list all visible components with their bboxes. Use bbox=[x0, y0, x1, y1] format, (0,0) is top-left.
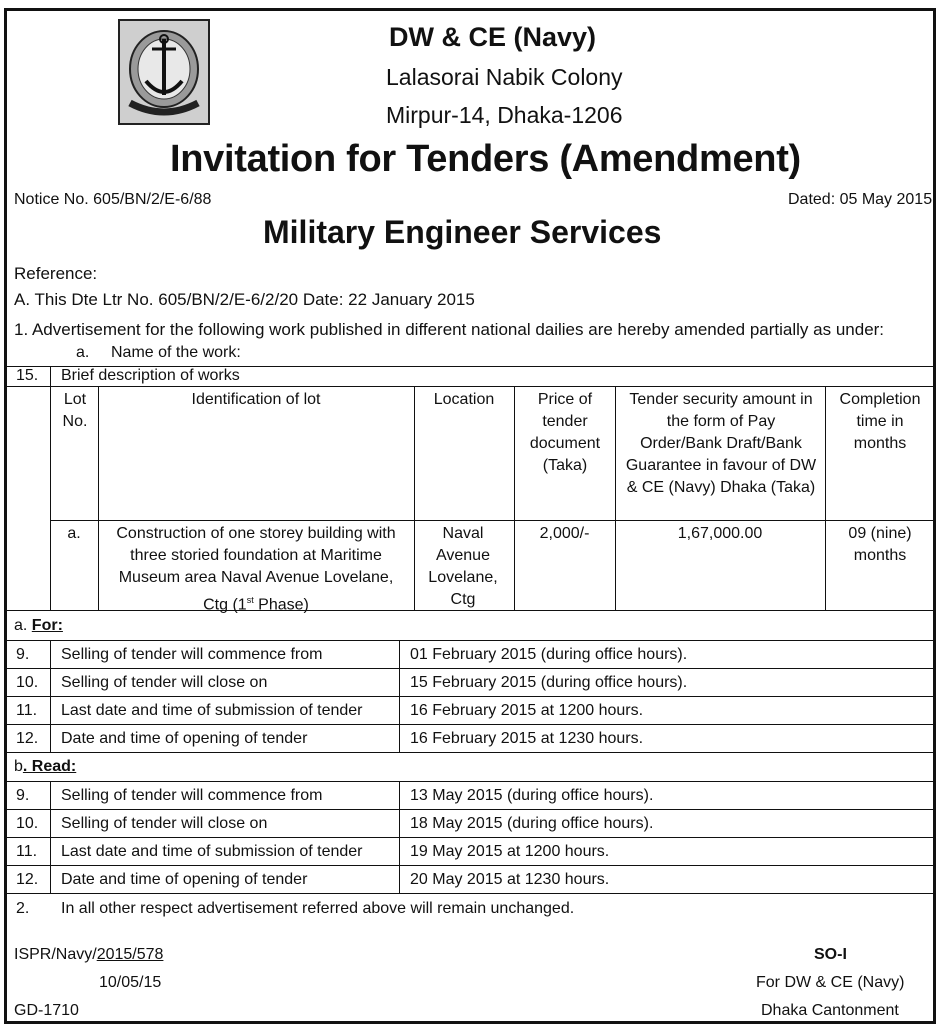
ispr-year: 2015/578 bbox=[96, 946, 164, 963]
table-col-rule bbox=[414, 386, 415, 610]
cell-completion: 09 (nine) months bbox=[848, 525, 912, 564]
signatory-for: For DW & CE (Navy) bbox=[756, 974, 905, 991]
for-label: For: bbox=[31, 617, 63, 634]
ispr-prefix: ISPR/Navy/ bbox=[14, 946, 97, 963]
for-prefix: a. bbox=[14, 617, 32, 634]
header-location: Location bbox=[433, 391, 495, 408]
header-lot-no: Lot No. bbox=[62, 391, 88, 430]
for-row-desc: Selling of tender will commence from bbox=[61, 646, 323, 663]
table-rule bbox=[50, 520, 933, 521]
paragraph-1: 1. Advertisement for the following work published in different national dailies are hereby amended partially as under: bbox=[14, 320, 885, 339]
read-row-num: 11. bbox=[16, 843, 38, 860]
navy-emblem-logo bbox=[118, 19, 210, 125]
reference-a: A. This Dte Ltr No. 605/BN/2/E-6/2/20 Date: 22 January 2015 bbox=[14, 290, 475, 309]
read-row-desc: Selling of tender will commence from bbox=[61, 787, 323, 804]
cell-identification bbox=[108, 523, 404, 616]
cell-security: 1,67,000.00 bbox=[677, 525, 763, 542]
for-row-num: 10. bbox=[16, 674, 39, 691]
works-row-title: Brief description of works bbox=[61, 367, 240, 384]
table-col-rule bbox=[50, 781, 51, 893]
page-title: Invitation for Tenders (Amendment) bbox=[170, 138, 801, 180]
header-identification: Identification of lot bbox=[191, 391, 321, 408]
table-col-rule bbox=[98, 386, 99, 610]
read-row-value: 19 May 2015 at 1200 hours. bbox=[410, 843, 610, 860]
table-col-rule bbox=[514, 386, 515, 610]
works-row-num: 15. bbox=[16, 367, 39, 384]
table-col-rule bbox=[615, 386, 616, 610]
read-row-value: 13 May 2015 (during office hours). bbox=[410, 787, 654, 804]
for-row-desc: Last date and time of submission of tender bbox=[61, 702, 363, 719]
for-row-value: 16 February 2015 at 1200 hours. bbox=[410, 702, 644, 719]
for-heading bbox=[14, 617, 63, 635]
header-security: Tender security amount in the form of Pay Order/Bank Draft/Bank Guarantee in favour of DW & CE (Navy) Dhaka (Taka) bbox=[625, 391, 817, 496]
name-of-work-num: a. bbox=[76, 344, 90, 361]
for-row-num: 9. bbox=[16, 646, 30, 663]
read-row-num: 12. bbox=[16, 871, 39, 888]
read-heading bbox=[14, 758, 76, 776]
name-of-work-label: Name of the work: bbox=[111, 344, 241, 361]
for-row-value: 01 February 2015 (during office hours). bbox=[410, 646, 688, 663]
cell-location: Naval Avenue Lovelane, Ctg bbox=[428, 525, 498, 608]
read-row-value: 20 May 2015 at 1230 hours. bbox=[410, 871, 610, 888]
read-row-desc: Last date and time of submission of tender bbox=[61, 843, 363, 860]
address-line-2: Mirpur-14, Dhaka-1206 bbox=[386, 102, 623, 128]
for-row-desc: Selling of tender will close on bbox=[61, 674, 268, 691]
identification-sup: st bbox=[246, 595, 254, 605]
signatory-place: Dhaka Cantonment bbox=[761, 1002, 899, 1019]
table-rule bbox=[7, 386, 933, 387]
reference-label: Reference: bbox=[14, 264, 98, 283]
for-row-num: 12. bbox=[16, 730, 39, 747]
for-row-value: 15 February 2015 (during office hours). bbox=[410, 674, 688, 691]
table-col-rule bbox=[399, 781, 400, 893]
read-row-desc: Date and time of opening of tender bbox=[61, 871, 308, 888]
table-col-rule bbox=[399, 640, 400, 752]
read-row-desc: Selling of tender will close on bbox=[61, 815, 268, 832]
paragraph-2-text: In all other respect advertisement referred above will remain unchanged. bbox=[61, 900, 575, 917]
notice-date: Dated: 05 May 2015 bbox=[788, 191, 933, 208]
read-row-value: 18 May 2015 (during office hours). bbox=[410, 815, 654, 832]
for-row-num: 11. bbox=[16, 702, 38, 719]
table-col-rule bbox=[50, 366, 51, 610]
header-price: Price of tender document (Taka) bbox=[529, 391, 601, 474]
identification-end: Phase) bbox=[253, 596, 309, 614]
read-prefix: b bbox=[14, 758, 23, 775]
org-name: DW & CE (Navy) bbox=[389, 22, 597, 52]
signatory: SO-I bbox=[814, 946, 847, 963]
read-row-num: 9. bbox=[16, 787, 30, 804]
cell-lot: a. bbox=[67, 525, 81, 542]
table-col-rule bbox=[825, 386, 826, 610]
read-label: . Read: bbox=[22, 758, 77, 775]
for-row-desc: Date and time of opening of tender bbox=[61, 730, 308, 747]
footer-date: 10/05/15 bbox=[99, 974, 162, 991]
paragraph-2-num: 2. bbox=[16, 900, 30, 917]
notice-number: Notice No. 605/BN/2/E-6/88 bbox=[14, 191, 212, 208]
ispr-reference bbox=[14, 946, 163, 964]
read-row-num: 10. bbox=[16, 815, 39, 832]
identification-text: Construction of one storey building with three storied foundation at Maritime Museum area Naval Avenue Lovelane, Ctg (1 bbox=[116, 525, 396, 614]
department-title: Military Engineer Services bbox=[263, 214, 662, 250]
table-col-rule bbox=[50, 640, 51, 752]
for-row-value: 16 February 2015 at 1230 hours. bbox=[410, 730, 644, 747]
cell-price: 2,000/- bbox=[539, 525, 590, 542]
gd-number: GD-1710 bbox=[14, 1002, 79, 1019]
address-line-1: Lalasorai Nabik Colony bbox=[386, 64, 623, 90]
header-completion: Completion time in months bbox=[839, 391, 921, 452]
